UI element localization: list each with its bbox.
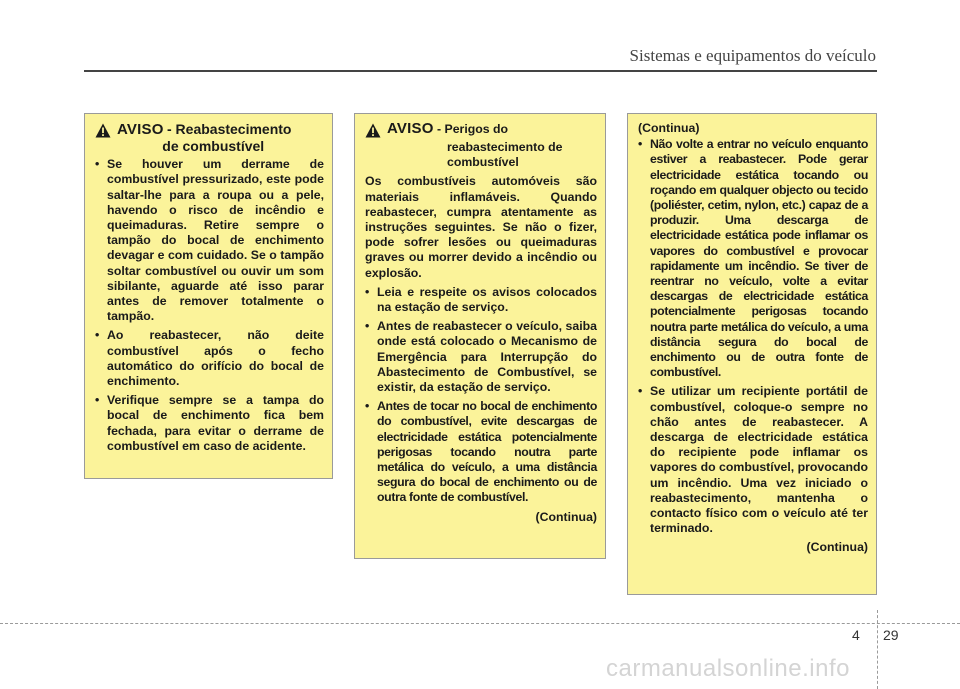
warning-title: - Perigos do [437, 122, 509, 136]
chapter-number: 4 [852, 627, 860, 643]
warning-bullet-list [365, 285, 597, 506]
warning-title: - Reabastecimento [167, 121, 292, 137]
list-item: • Se houver um derrame de combustível pressurizado, este pode saltar-lhe para a roupa ou a pele, havendo o risco de incêndio e queimaduras. Retire sempre o tampão do bocal de enchimento devagar e com cuidado. Se o tampão soltar combustível ou ouvir um som sibilante, aguarde até isso parar antes de remover totalmente o tampão. [95, 157, 324, 324]
warning-triangle-icon [365, 123, 381, 138]
list-item: • Não volte a entrar no veículo enquanto estiver a reabastecer. Pode gerar electricidade estática tocando ou roçando em qualquer objecto ou tecido (poliéster, cetim, nylon, etc.) capaz de a produzir. Uma descarga de electricidade estática pode inflamar os vapores do combustível e provocar rapidamente um incêndio. Se tiver de reentrar no veículo, volte a evitar descargas de electricidade estática potencialmente perigosas tocando noutra parte metálica do veículo, a uma distância segura do bocal de enchimento ou de outra fonte de combustível. [638, 137, 868, 380]
aviso-label: AVISO [387, 120, 434, 137]
footer-vertical-divider [877, 610, 878, 689]
warning-intro: Os combustíveis automóveis são materiais inflamáveis. Quando reabastecer, cumpra atentamente as instruções seguintes. Se não o fizer, pode sofrer lesões ou queimaduras graves ou morrer devido a incêndio ou explosão. [365, 174, 597, 280]
list-item: • Antes de reabastecer o veículo, saiba onde está colocado o Mecanismo de Emergência para Interrupção do Abastecimento de Combustível, se existir, da estação de serviço. [365, 319, 597, 395]
warning-bullet-list [638, 137, 868, 536]
continued-label: (Continua) [535, 509, 597, 524]
warning-triangle-icon [95, 123, 111, 138]
warning-subtitle-line-2: combustível [447, 155, 519, 170]
page-number: 29 [883, 627, 899, 643]
watermark-text: carmanualsonline.info [606, 655, 850, 682]
continued-label: (Continua) [806, 540, 868, 555]
footer-divider [0, 623, 960, 624]
warning-subtitle: de combustível [162, 138, 265, 155]
warning-bullet-list [95, 157, 324, 454]
list-item: • Verifique sempre se a tampa do bocal de enchimento fica bem fechada, para evitar o derrame de combustível em caso de acidente. [95, 393, 324, 454]
list-item: • Se utilizar um recipiente portátil de combustível, coloque-o sempre no chão antes de reabastecer. A descarga de electricidade estática do recipiente pode inflamar os vapores do combustível, provocando um incêndio. Uma vez iniciado o reabastecimento, mantenha o contacto físico com o veículo até ter terminado. [638, 384, 868, 536]
warning-heading [95, 121, 324, 155]
header-divider [84, 70, 877, 72]
list-item: • Leia e respeite os avisos colocados na estação de serviço. [365, 285, 597, 315]
list-item: • Ao reabastecer, não deite combustível após o fecho automático do orifício do bocal de enchimento. [95, 328, 324, 389]
list-item: • Antes de tocar no bocal de enchimento do combustível, evite descargas de electricidade estática potencialmente perigosas tocando noutra parte metálica do veículo, a uma distância segura do bocal de enchimento ou de outra fonte de combustível. [365, 399, 597, 505]
warning-box-refueling [84, 113, 333, 479]
warning-heading [365, 121, 597, 138]
continued-label: (Continua) [638, 121, 700, 135]
page-header-title: Sistemas e equipamentos do veículo [629, 46, 876, 65]
warning-subtitle-line-1: reabastecimento de [447, 140, 563, 154]
warning-box-continued [627, 113, 877, 595]
aviso-label: AVISO [117, 121, 164, 138]
warning-box-refueling-dangers [354, 113, 606, 559]
